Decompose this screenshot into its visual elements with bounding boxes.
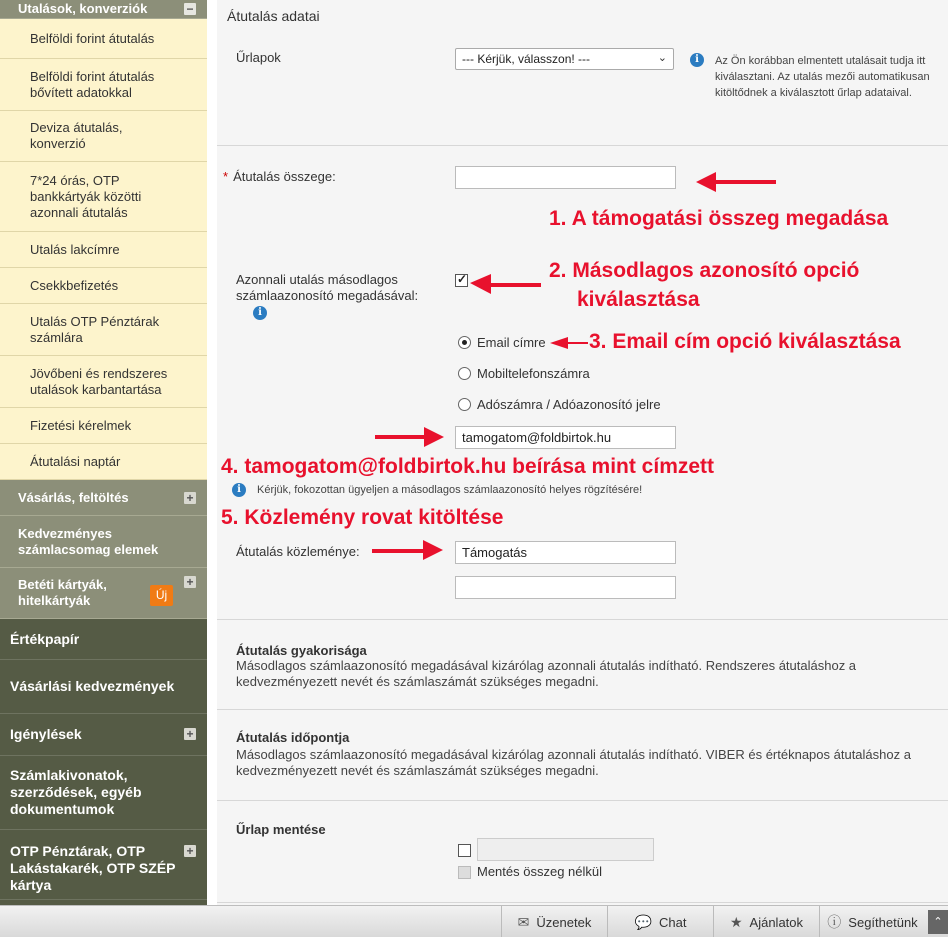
email-input[interactable]: tamogatom@foldbirtok.hu — [455, 426, 676, 449]
radio-mobile-label[interactable]: Mobiltelefonszámra — [477, 366, 590, 381]
sidebar-item-label: Jövőbeni és rendszeres utalások karbantartása — [30, 365, 168, 397]
sidebar-item-instant-card-transfer[interactable] — [0, 162, 207, 232]
comment-label: Átutalás közleménye: — [236, 544, 360, 559]
sidebar-item-foreign-transfer[interactable] — [0, 111, 207, 162]
sidebar-item-label: Igénylések — [10, 726, 82, 742]
sidebar-item-label: Utalás lakcímre — [30, 241, 120, 257]
frequency-section — [217, 621, 948, 710]
info-icon[interactable]: i — [253, 306, 267, 320]
frequency-title: Átutalás gyakorisága — [236, 643, 367, 658]
sidebar-item-label: Utalás OTP Pénztárak számlára — [30, 313, 160, 345]
amount-label-text: Átutalás összege: — [233, 169, 336, 184]
amount-input[interactable] — [455, 166, 676, 189]
sidebar-item-purchase-discounts[interactable] — [0, 660, 207, 714]
expand-icon[interactable]: + — [184, 728, 196, 740]
secondary-id-label: Azonnali utalás másodlagos számlaazonosító megadásával: — [236, 272, 419, 303]
sidebar-item-cheque[interactable] — [0, 268, 207, 304]
sidebar-category-account-package[interactable] — [0, 516, 207, 568]
messages-button[interactable] — [501, 906, 607, 937]
messages-label: Üzenetek — [536, 914, 592, 930]
annotation-step-2-cont: kiválasztása — [577, 288, 700, 311]
sidebar-item-label: OTP Pénztárak, OTP Lakástakarék, OTP SZÉP kártya — [10, 843, 176, 893]
sidebar-item-label: Csekkbefizetés — [30, 277, 119, 293]
sidebar-item-otp-funds-top[interactable] — [0, 830, 207, 900]
envelope-icon: ✉ — [517, 913, 530, 930]
annotation-step-4: 4. tamogatom@foldbirtok.hu beírása mint címzett — [221, 455, 715, 478]
sidebar-item-statements[interactable] — [0, 756, 207, 830]
sidebar-category-label: Betéti kártyák, hitelkártyák — [18, 577, 107, 608]
timing-section — [217, 711, 948, 801]
sidebar-item-applications[interactable] — [0, 714, 207, 756]
frequency-text: Másodlagos számlaazonosító megadásával kizárólag azonnali átutalás indítható. Rendszeres átutaláshoz a kedvezményezett nevét és számlaszámát szükséges megadni. — [236, 658, 857, 689]
comment-input-1[interactable]: Támogatás — [455, 541, 676, 564]
secondary-id-checkbox[interactable] — [455, 274, 468, 287]
templates-select[interactable] — [455, 48, 674, 70]
sidebar-item-scheduled-transfers[interactable] — [0, 356, 207, 408]
sidebar-item-payment-requests[interactable] — [0, 408, 207, 444]
offers-button[interactable] — [713, 906, 819, 937]
annotation-step-1: 1. A támogatási összeg megadása — [549, 207, 889, 230]
sidebar-item-domestic-transfer-extended[interactable] — [0, 59, 207, 111]
comment-input-2[interactable] — [455, 576, 676, 599]
info-icon[interactable]: i — [690, 53, 704, 67]
warning-note: Kérjük, fokozottan ügyeljen a másodlagos számlaazonosító helyes rögzítésére! — [257, 484, 643, 496]
sidebar-item-domestic-transfer[interactable] — [0, 19, 207, 59]
save-form-section — [217, 802, 948, 903]
chat-button[interactable] — [607, 906, 713, 937]
offers-label: Ajánlatok — [749, 914, 804, 930]
sidebar-item-label: 7*24 órás, OTP bankkártyák közötti azonnali átutalás — [30, 172, 142, 220]
chat-bubble-icon: 💬 — [634, 913, 652, 930]
radio-email-label[interactable]: Email címre — [477, 335, 546, 350]
expand-icon[interactable]: + — [184, 492, 196, 504]
sidebar-category-purchase[interactable] — [0, 480, 207, 516]
bottom-bar — [0, 905, 948, 937]
sidebar-item-otp-funds[interactable] — [0, 304, 207, 356]
sidebar-item-label: Számlakivonatok, szerződések, egyéb dokumentumok — [10, 767, 142, 817]
radio-mobile[interactable] — [458, 367, 471, 380]
help-button[interactable] — [819, 906, 925, 937]
collapse-icon[interactable]: − — [184, 3, 196, 15]
chevron-down-icon: ⌄ — [657, 52, 667, 64]
save-without-amount-label: Mentés összeg nélkül — [477, 864, 603, 879]
main-content — [217, 0, 948, 905]
save-form-name-input[interactable] — [477, 838, 654, 861]
radio-tax-id[interactable] — [458, 398, 471, 411]
save-form-checkbox[interactable] — [458, 844, 471, 857]
sidebar-category-transfers[interactable] — [0, 0, 207, 19]
annotation-step-3: 3. Email cím opció kiválasztása — [589, 330, 901, 353]
sidebar-item-label: Fizetési kérelmek — [30, 417, 132, 433]
sidebar-item-label: Belföldi forint átutalás — [30, 30, 155, 46]
annotation-step-2: 2. Másodlagos azonosító opció — [549, 259, 860, 282]
sidebar-category-cards[interactable] — [0, 568, 207, 619]
sidebar-item-address-transfer[interactable] — [0, 232, 207, 268]
sidebar-category-label: Utalások, konverziók — [18, 1, 148, 16]
new-badge: Új — [150, 585, 173, 606]
collapse-up-icon[interactable]: ⌃ — [928, 910, 948, 934]
templates-select-value: --- Kérjük, válasszon! --- — [462, 52, 591, 66]
sidebar-item-securities[interactable] — [0, 619, 207, 660]
help-label: Segíthetünk — [848, 914, 918, 930]
expand-icon[interactable]: + — [184, 845, 196, 857]
timing-title: Átutalás időpontja — [236, 730, 350, 745]
star-icon: ★ — [729, 913, 743, 930]
sidebar-item-label: Vásárlási kedvezmények — [10, 678, 175, 694]
sidebar-category-label: Vásárlás, feltöltés — [18, 489, 129, 505]
sidebar — [0, 0, 207, 905]
info-circle-icon: ⓘ — [827, 914, 842, 930]
templates-note: Az Ön korábban elmentett utalásait tudja itt kiválasztani. Az utalás mezői automatikusan kitöltődnek a kiválasztott űrlap adataival. — [715, 55, 930, 99]
sidebar-item-transfer-calendar[interactable] — [0, 444, 207, 480]
radio-email[interactable] — [458, 336, 471, 349]
timing-text: Másodlagos számlaazonosító megadásával kizárólag azonnali átutalás indítható. VIBER és értéknapos átutaláshoz a kedvezményezett nevét és számlaszámát szükséges megadni. — [236, 747, 911, 778]
amount-label — [223, 169, 336, 185]
sidebar-item-label: Deviza átutalás, konverzió — [30, 120, 123, 151]
templates-label: Űrlapok — [236, 50, 281, 65]
sidebar-item-label: Belföldi forint átutalás bővített adatokkal — [30, 68, 155, 100]
transfer-details-section — [217, 0, 948, 146]
chat-label: Chat — [658, 914, 687, 930]
section-title: Átutalás adatai — [227, 8, 320, 24]
required-mark: * — [223, 169, 229, 184]
info-icon: i — [232, 483, 246, 497]
expand-icon[interactable]: + — [184, 576, 196, 588]
sidebar-item-label: Átutalási naptár — [30, 453, 121, 469]
save-form-title: Űrlap mentése — [236, 822, 326, 837]
sidebar-category-label: Kedvezményes számlacsomag elemek — [18, 525, 159, 557]
annotation-step-5: 5. Közlemény rovat kitöltése — [221, 506, 504, 529]
sidebar-item-label: Értékpapír — [10, 630, 80, 647]
save-without-amount-checkbox[interactable] — [458, 866, 471, 879]
radio-tax-id-label[interactable]: Adószámra / Adóazonosító jelre — [477, 397, 661, 412]
